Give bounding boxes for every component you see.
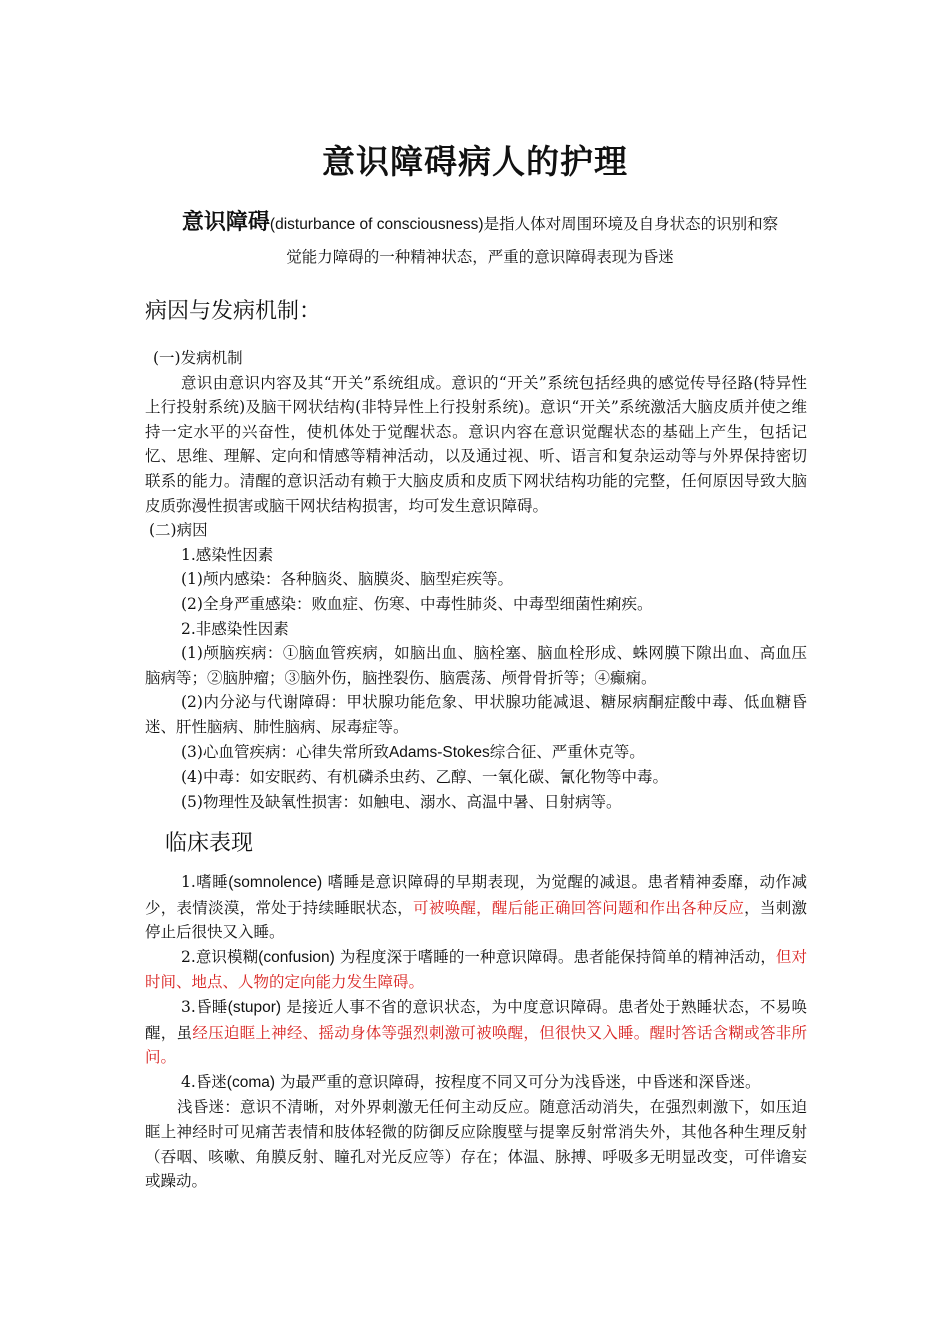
subheading-etiology: (二)病因	[149, 521, 208, 540]
item2-english: (confusion)	[258, 948, 335, 966]
noninfectious-item-5: (5)物理性及缺氧性损害：如触电、溺水、高温中暑、日射病等。	[181, 792, 622, 811]
section-heading-clinical: 临床表现	[165, 831, 254, 856]
item1-english: (somnolence)	[228, 874, 323, 891]
section-heading-causes: 病因与发病机制：	[145, 299, 322, 324]
intro-line1: 是指人体对周围环境及自身状态的识别和察	[483, 215, 779, 233]
clinical-item-confusion	[145, 945, 807, 995]
item4-text: 为最严重的意识障碍，按程度不同又可分为浅昏迷，中昏迷和深昏迷。	[275, 1072, 761, 1091]
infectious-heading: 1.感染性因素	[181, 545, 274, 564]
item4-label: 4.昏迷	[181, 1072, 227, 1091]
clinical-shallow-coma: 浅昏迷：意识不清晰，对外界刺激无任何主动反应。随意活动消失，在强烈刺激下，如压迫眶上神经时可见痛苦表情和肢体轻微的防御反应除腹壁与提睾反射常消失外，其他各种生理反射（吞咽、咳嗽、角膜反射、瞳孔对光反应等）存在；体温、脉搏、呼吸多无明显改变，可伴谵妄或躁动。	[145, 1098, 807, 1191]
noninfectious-item-2: (2)内分泌与代谢障碍：甲状腺功能危象、甲状腺功能减退、糖尿病酮症酸中毒、低血糖昏迷、肝性脑病、肺性脑病、尿毒症等。	[145, 693, 807, 736]
page-title: 意识障碍病人的护理	[322, 142, 628, 181]
intro-english-term: (disturbance of consciousness)	[269, 216, 484, 233]
intro-term: 意识障碍	[181, 209, 270, 235]
item1-tail: ，当刺激停止后很快又入睡。	[145, 898, 807, 942]
item2-highlight: 但对时间、地点、人物的定向能力发生障碍。	[145, 947, 807, 992]
mechanism-paragraph: 意识由意识内容及其“开关”系统组成。意识的“开关”系统包括经典的感觉传导径路(特异性上行投射系统)及脑干网状结构(非特异性上行投射系统)。意识“开关”系统激活大脑皮质并使之维持一定水平的兴奋性，使机体处于觉醒状态。意识内容在意识觉醒状态的基础上产生，包括记忆、思维、理解、定向和情感等精神活动，以及通过视、听、语言和复杂运动等与外界保持密切联系的能力。清醒的意识活动有赖于大脑皮质和皮质下网状结构功能的完整，任何原因导致大脑皮质弥漫性损害或脑干网状结构损害，均可发生意识障碍。	[145, 373, 807, 515]
infectious-item-2: (2)全身严重感染：败血症、伤寒、中毒性肺炎、中毒型细菌性痢疾。	[181, 594, 653, 613]
item1-label: 1.嗜睡	[181, 873, 229, 891]
item3-highlight: 经压迫眶上神经、摇动身体等强烈刺激可被唤醒，但很快又入睡。醒时答话含糊或答非所问。	[145, 1023, 807, 1067]
item3-english: (stupor)	[227, 998, 282, 1016]
subheading-mechanism: (一)发病机制	[153, 349, 243, 367]
noninfectious-item-4: (4)中毒：如安眠药、有机磷杀虫药、乙醇、一氧化碳、氰化物等中毒。	[181, 768, 668, 787]
item4-english: (coma)	[226, 1073, 276, 1091]
noninfectious-item-3-pre: (3)心血管疾病：心律失常所致	[181, 742, 389, 761]
noninfectious-item-3	[145, 740, 807, 766]
clinical-item-coma	[145, 1070, 807, 1096]
clinical-content	[145, 870, 807, 1194]
item3-text: 是接近人事不省的意识状态，为中度意识障碍。患者处于熟睡状态，不易唤醒，虽	[145, 997, 807, 1042]
intro-definition	[144, 206, 816, 274]
item1-highlight: 可被唤醒，醒后能正确回答问题和作出各种反应	[413, 898, 745, 917]
item2-label: 2.意识模糊	[181, 947, 259, 966]
causes-content	[145, 346, 807, 814]
item3-label: 3.昏睡	[181, 997, 228, 1016]
noninfectious-item-1: (1)颅脑疾病：①脑血管疾病，如脑出血、脑栓塞、脑血栓形成、蛛网膜下隙出血、高血压脑病等；②脑肿瘤；③脑外伤，脑挫裂伤、脑震荡、颅骨骨折等；④癫痫。	[145, 644, 807, 687]
item2-text: 为程度深于嗜睡的一种意识障碍。患者能保持简单的精神活动，	[334, 947, 776, 966]
item1-text: 嗜睡是意识障碍的早期表现，为觉醒的减退。患者精神委靡，动作减少，表情淡漠，常处于持续睡眠状态，	[145, 873, 807, 917]
clinical-item-stupor	[145, 995, 807, 1070]
intro-line2: 觉能力障碍的一种精神状态，严重的意识障碍表现为昏迷	[286, 248, 674, 266]
clinical-item-somnolence	[145, 870, 807, 945]
noninfectious-item-3-post: 综合征、严重休克等。	[489, 742, 645, 761]
infectious-item-1: (1)颅内感染：各种脑炎、脑膜炎、脑型疟疾等。	[181, 570, 513, 589]
noninfectious-heading: 2.非感染性因素	[181, 619, 289, 638]
noninfectious-item-3-en: Adams-Stokes	[388, 743, 490, 761]
